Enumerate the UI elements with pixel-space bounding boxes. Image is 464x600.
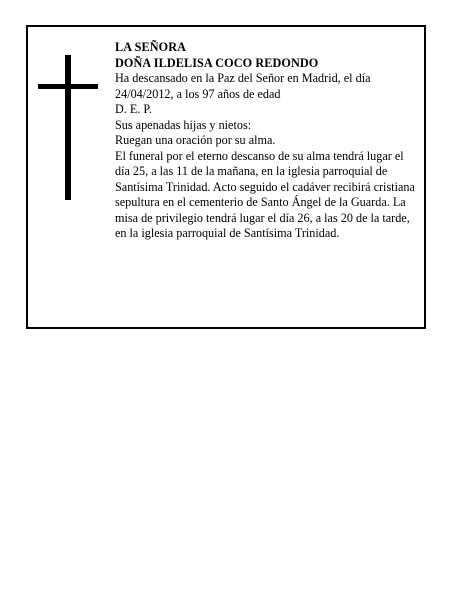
rip-text: D. E. P. [115, 102, 152, 116]
funeral-details: El funeral por el eterno descanso de su alma tendrá lugar el día 25, a las 11 de la mañana, en la iglesia parroquial de Santísima Trinidad. Acto seguido el cadáver recibirá cristiana sepultura en el cementerio de Santo Ángel de la Guarda. La misa de privilegio tendrá lugar el día 26, a las 20 de la tarde, en la iglesia parroquial de Santísima Trinidad. [115, 148, 415, 240]
family-text: Sus apenadas hijas y nietos: [115, 117, 252, 132]
cross-horizontal-bar [38, 84, 98, 89]
cross-icon [38, 55, 98, 200]
obituary-notice [26, 25, 426, 329]
notice-title-line2: DOÑA ILDELISA COCO REDONDO [115, 55, 319, 70]
prayer-text: Ruegan una oración por su alma. [115, 133, 276, 147]
notice-text [115, 40, 421, 242]
cross-vertical-bar [65, 55, 71, 200]
rest-statement: Ha descansado en la Paz del Señor en Madrid, el día 24/04/2012, a los 97 años de edad [115, 71, 371, 101]
notice-title-line1: LA SEÑORA [115, 40, 186, 54]
